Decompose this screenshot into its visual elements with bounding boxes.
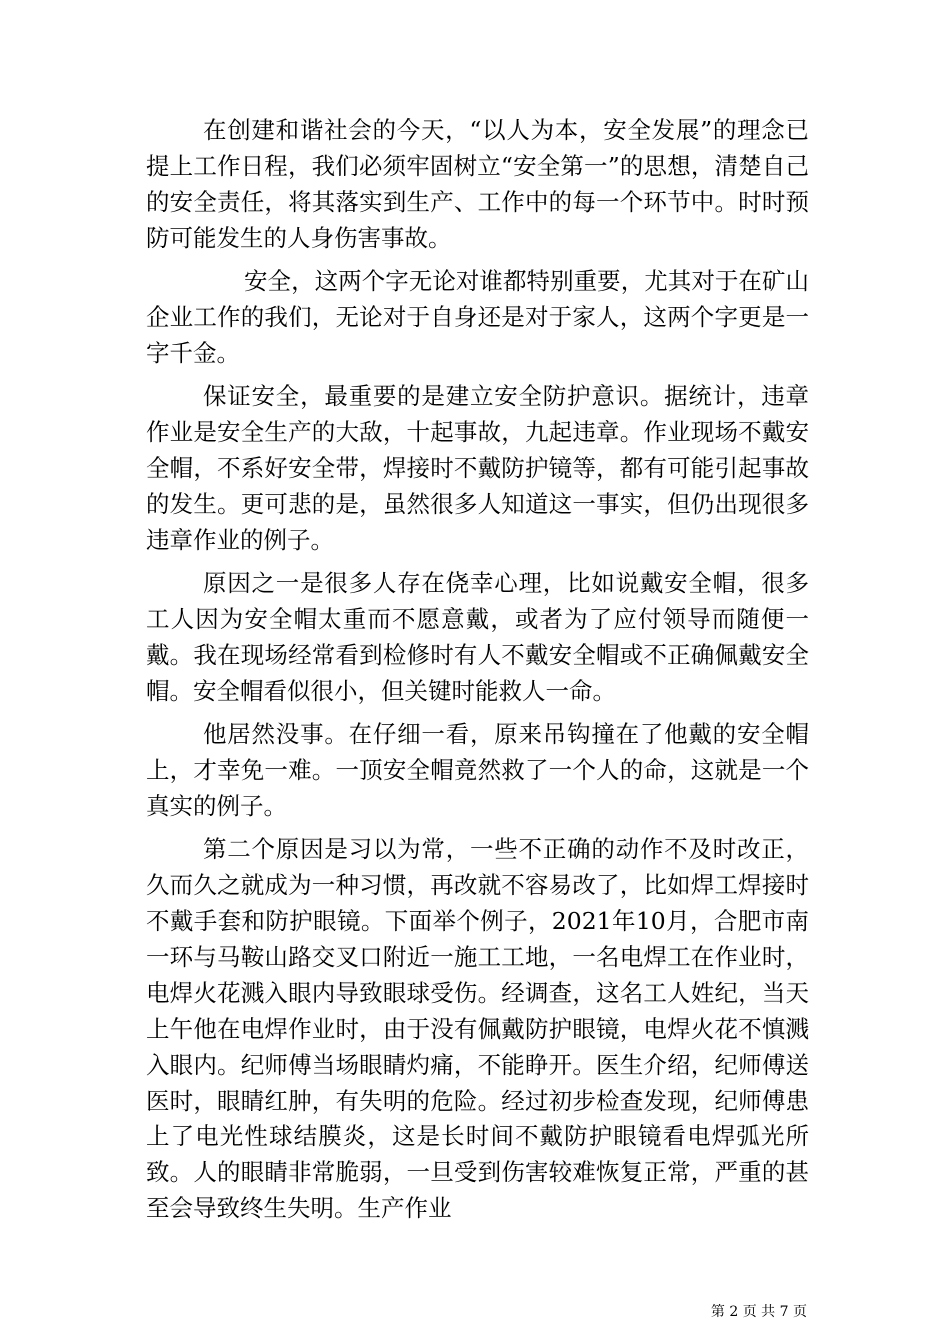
page-number-footer: 第 2 页 共 7 页 [710, 1304, 807, 1320]
document-body [146, 113, 809, 1235]
paragraph-6: 第二个原因是习以为常，一些不正确的动作不及时改正，久而久之就成为一种习惯，再改就不容易改了，比如焊工焊接时不戴手套和防护眼镜。下面举个例子，2021年10月，合肥市南一环与马鞍山路交叉口附近一施工工地，一名电焊工在作业时，电焊火花溅入眼内导致眼球受伤。经调查，这名工人姓纪，当天上午他在电焊作业时，由于没有佩戴防护眼镜，电焊火花不慎溅入眼内。纪师傅当场眼睛灼痛，不能睁开。医生介绍，纪师傅送医时，眼睛红肿，有失明的危险。经过初步检查发现，纪师傅患上了电光性球结膜炎，这是长时间不戴防护眼镜看电焊弧光所致。人的眼睛非常脆弱，一旦受到伤害较难恢复正常，严重的甚至会导致终生失明。生产作业 [146, 835, 809, 1223]
paragraph-3: 保证安全，最重要的是建立安全防护意识。据统计，违章作业是安全生产的大敌，十起事故，九起违章。作业现场不戴安全帽，不系好安全带，焊接时不戴防护镜等，都有可能引起事故的发生。更可悲的是，虽然很多人知道这一事实，但仍出现很多违章作业的例子。 [146, 382, 809, 554]
paragraph-5: 他居然没事。在仔细一看，原来吊钩撞在了他戴的安全帽上，才幸免一难。一顶安全帽竟然救了一个人的命，这就是一个真实的例子。 [146, 720, 809, 820]
paragraph-2: 安全，这两个字无论对谁都特别重要，尤其对于在矿山企业工作的我们，无论对于自身还是对于家人，这两个字更是一字千金。 [146, 267, 809, 367]
paragraph-1: 在创建和谐社会的今天，“以人为本，安全发展”的理念已提上工作日程，我们必须牢固树立“安全第一”的思想，清楚自己的安全责任，将其落实到生产、工作中的每一个环节中。时时预防可能发生的人身伤害事故。 [146, 116, 809, 252]
paragraph-4: 原因之一是很多人存在侥幸心理，比如说戴安全帽，很多工人因为安全帽太重而不愿意戴，或者为了应付领导而随便一戴。我在现场经常看到检修时有人不戴安全帽或不正确佩戴安全帽。安全帽看似很小，但关键时能救人一命。 [146, 569, 809, 705]
